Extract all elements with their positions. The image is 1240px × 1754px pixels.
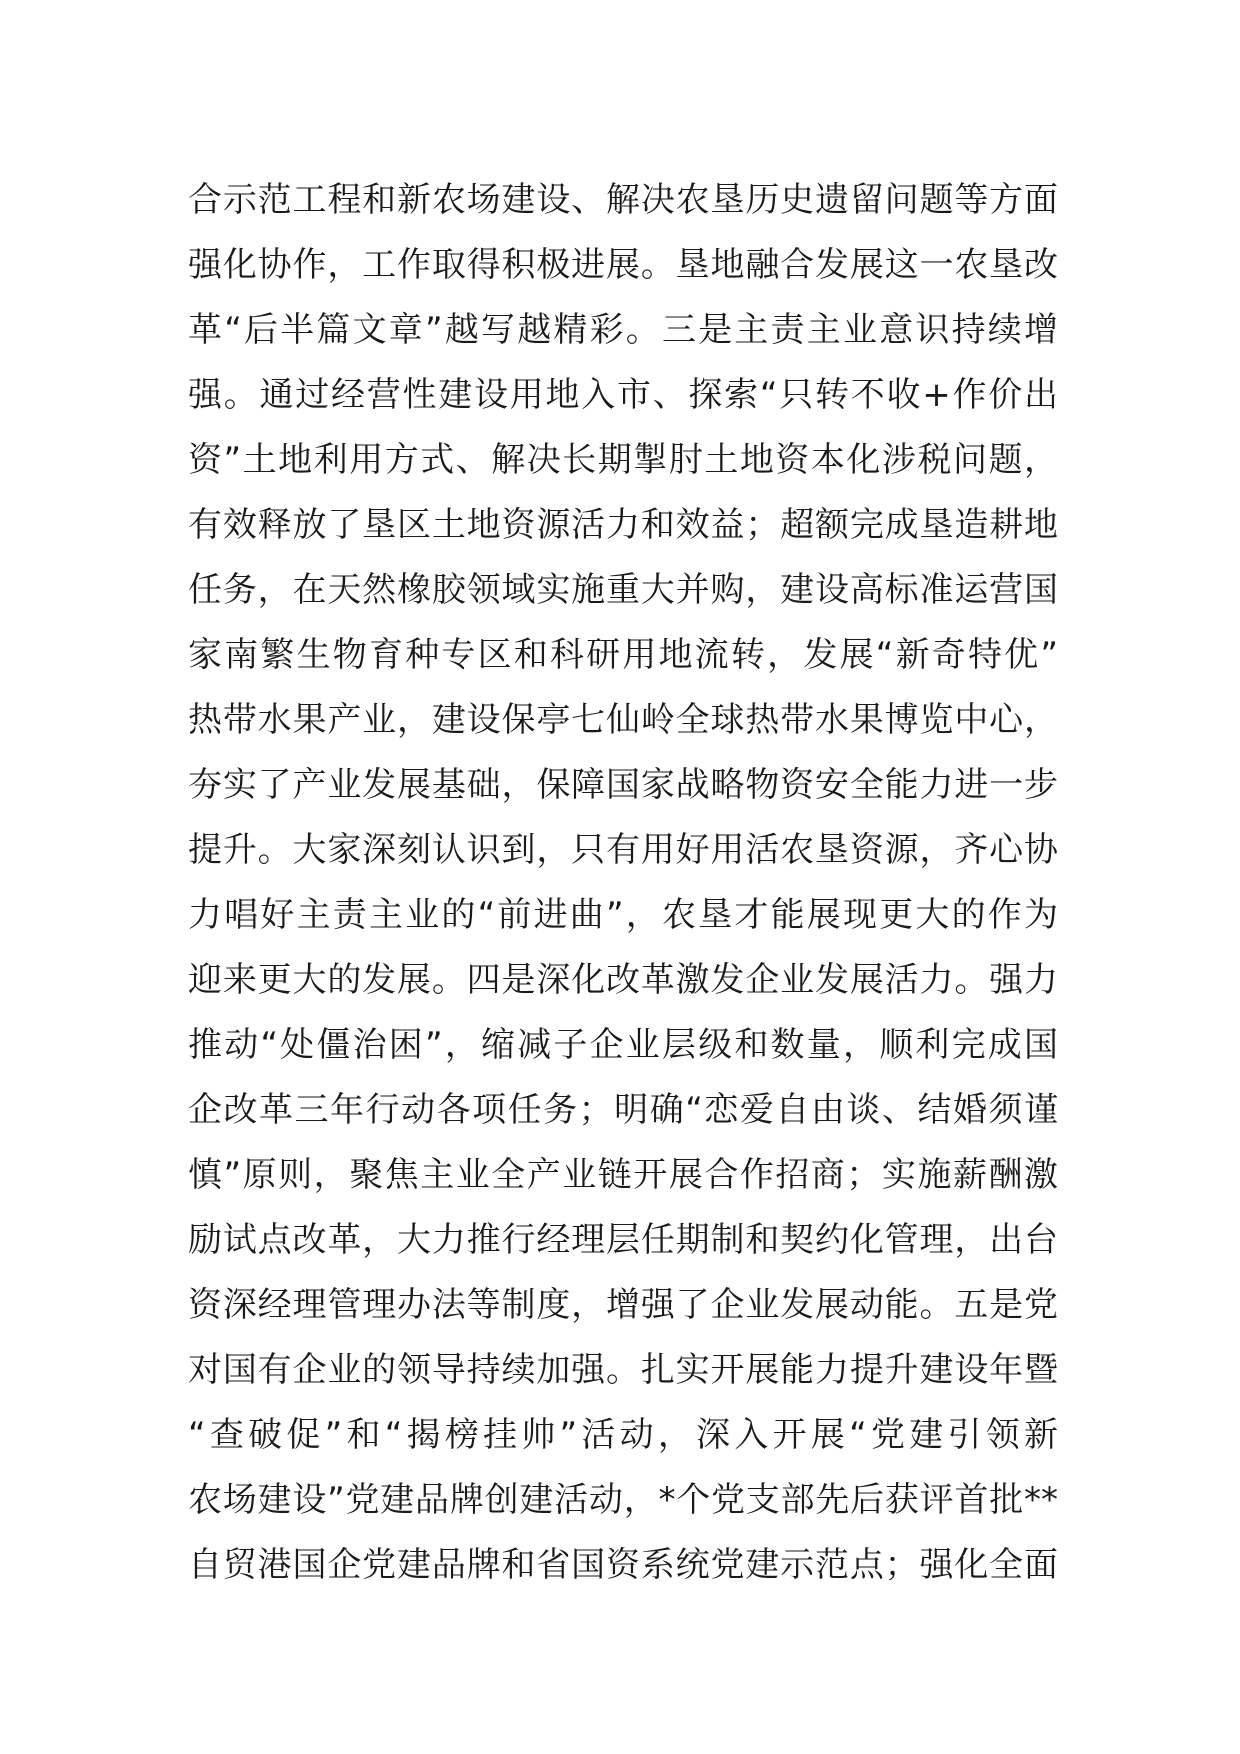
text-line: 革“后半篇文章”越写越精彩。三是主责主业意识持续增 [188,310,1058,350]
text-line: 自贸港国企党建品牌和省国资系统党建示范点；强化全面 [188,1545,1058,1585]
text-line: 合示范工程和新农场建设、解决农垦历史遗留问题等方面 [188,180,1058,220]
text-line: 企改革三年行动各项任务；明确“恋爱自由谈、结婚须谨 [188,1090,1058,1130]
text-line: 夯实了产业发展基础，保障国家战略物资安全能力进一步 [188,765,1058,805]
text-line: 励试点改革，大力推行经理层任期制和契约化管理，出台 [188,1220,1058,1260]
text-line: 热带水果产业，建设保亭七仙岭全球热带水果博览中心， [188,700,1058,740]
text-line: 有效释放了垦区土地资源活力和效益；超额完成垦造耕地 [188,505,1058,545]
text-line: 任务，在天然橡胶领域实施重大并购，建设高标准运营国 [188,570,1058,610]
text-line: 资深经理管理办法等制度，增强了企业发展动能。五是党 [188,1285,1058,1325]
text-line: 推动“处僵治困”，缩减子企业层级和数量，顺利完成国 [188,1025,1058,1065]
text-line: 对国有企业的领导持续加强。扎实开展能力提升建设年暨 [188,1350,1058,1390]
text-line: 强化协作，工作取得积极进展。垦地融合发展这一农垦改 [188,245,1058,285]
text-line: 力唱好主责主业的“前进曲”，农垦才能展现更大的作为 [188,895,1058,935]
text-line: 强。通过经营性建设用地入市、探索“只转不收+作价出 [188,375,1058,415]
text-line: 家南繁生物育种专区和科研用地流转，发展“新奇特优” [188,635,1058,675]
text-line: 农场建设”党建品牌创建活动，*个党支部先后获评首批** [188,1480,1058,1520]
text-line: 提升。大家深刻认识到，只有用好用活农垦资源，齐心协 [188,830,1058,870]
text-line: 迎来更大的发展。四是深化改革激发企业发展活力。强力 [188,960,1058,1000]
body-paragraph [188,168,1058,1598]
text-line: 慎”原则，聚焦主业全产业链开展合作招商；实施薪酬激 [188,1155,1058,1195]
text-line: 资”土地利用方式、解决长期掣肘土地资本化涉税问题， [188,440,1058,480]
text-line: “查破促”和“揭榜挂帅”活动，深入开展“党建引领新 [188,1415,1058,1455]
